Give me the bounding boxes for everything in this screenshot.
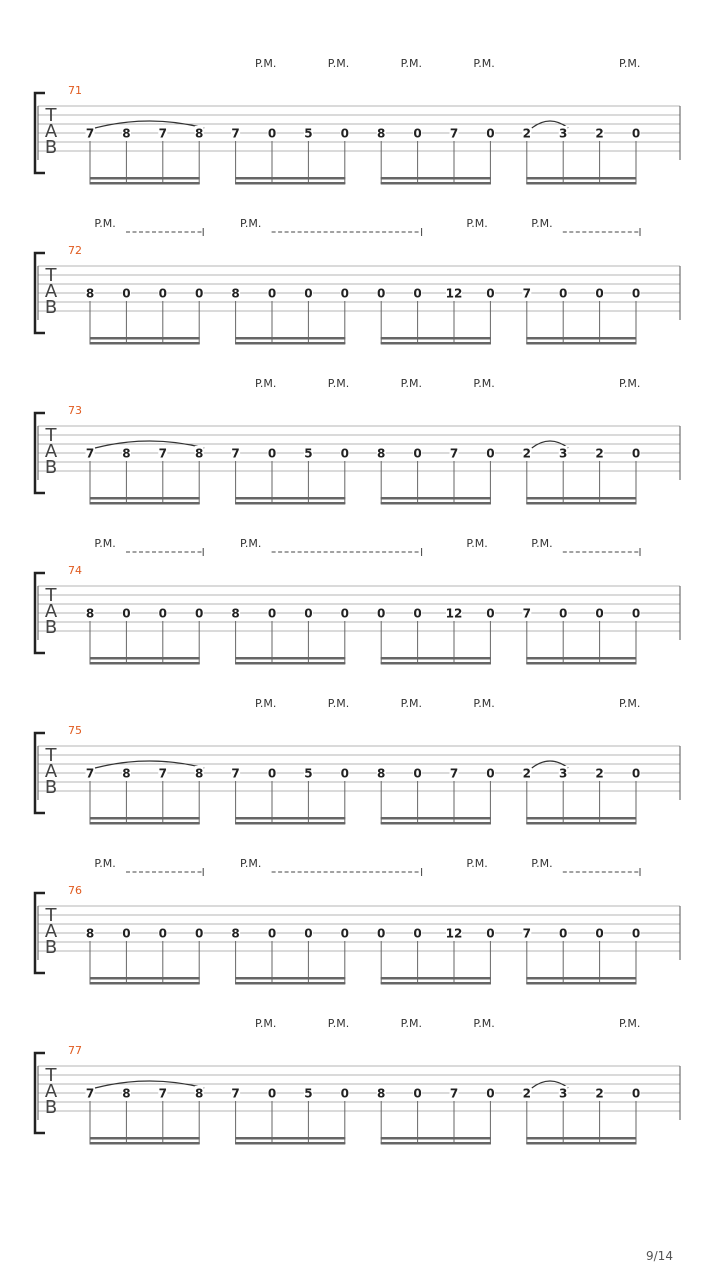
tab-clef-letter: B: [44, 937, 58, 958]
fret-number: 7: [158, 126, 167, 141]
fret-number: 8: [122, 766, 131, 781]
palm-mute-label: P.M.: [255, 377, 277, 390]
beam: [526, 337, 636, 340]
fret-number: 8: [195, 126, 204, 141]
beam: [526, 657, 636, 660]
tab-clef-letter: T: [45, 905, 57, 926]
palm-mute-label: P.M.: [473, 57, 495, 70]
fret-number: 0: [631, 766, 641, 781]
fret-number: 0: [340, 926, 349, 941]
fret-number: 0: [559, 926, 568, 941]
beam: [235, 1137, 345, 1140]
fret-number: 0: [595, 926, 604, 941]
palm-mute-label: P.M.: [619, 377, 641, 390]
fret-number: 0: [559, 286, 568, 301]
beam: [526, 502, 636, 505]
beam: [235, 662, 345, 665]
beam: [235, 817, 345, 820]
measure-number: 72: [68, 244, 82, 257]
fret-number: 0: [158, 606, 167, 621]
fret-number: 0: [413, 606, 422, 621]
fret-number: 2: [595, 446, 604, 461]
fret-number: 7: [85, 1086, 95, 1101]
fret-number: 2: [522, 766, 531, 781]
fret-number: 0: [158, 286, 167, 301]
palm-mute-label: P.M.: [619, 697, 641, 710]
fret-number: 2: [522, 126, 531, 141]
tab-clef-letter: A: [44, 121, 58, 142]
tab-clef-letter: B: [44, 777, 58, 798]
beam: [90, 1142, 200, 1145]
beam: [381, 822, 491, 825]
beam: [90, 502, 200, 505]
tab-clef-letter: T: [45, 425, 57, 446]
palm-mute-label: P.M.: [255, 697, 277, 710]
fret-number: 0: [631, 286, 641, 301]
fret-number: 8: [231, 926, 240, 941]
fret-number: 8: [231, 286, 240, 301]
fret-number: 0: [340, 446, 349, 461]
beam: [90, 337, 200, 340]
fret-number: 0: [267, 446, 277, 461]
beam: [381, 342, 491, 345]
tab-clef-letter: T: [45, 585, 57, 606]
beam: [381, 497, 491, 500]
beam: [90, 342, 200, 345]
fret-number: 8: [377, 1086, 386, 1101]
palm-mute-label: P.M.: [531, 537, 553, 550]
fret-number: 3: [559, 766, 568, 781]
fret-number: 0: [267, 766, 277, 781]
beam: [526, 342, 636, 345]
measure-number: 77: [68, 1044, 82, 1057]
fret-number: 0: [377, 286, 386, 301]
beam: [235, 1142, 345, 1145]
fret-number: 0: [195, 926, 204, 941]
tab-clef-letter: B: [44, 1097, 58, 1118]
fret-number: 0: [413, 1086, 422, 1101]
fret-number: 0: [486, 1086, 495, 1101]
beam: [90, 662, 200, 665]
fret-number: 7: [85, 446, 95, 461]
fret-number: 0: [595, 286, 604, 301]
palm-mute-label: P.M.: [255, 57, 277, 70]
fret-number: 0: [631, 126, 641, 141]
beam: [526, 817, 636, 820]
fret-number: 0: [340, 1086, 349, 1101]
palm-mute-label: P.M.: [94, 857, 116, 870]
fret-number: 0: [267, 1086, 277, 1101]
beam: [381, 177, 491, 180]
beam: [235, 337, 345, 340]
beam: [235, 342, 345, 345]
fret-number: 0: [304, 606, 313, 621]
beam: [235, 977, 345, 980]
fret-number: 7: [522, 606, 531, 621]
palm-mute-label: P.M.: [400, 377, 423, 390]
fret-number: 0: [413, 286, 422, 301]
palm-mute-label: P.M.: [466, 217, 488, 230]
beam: [526, 1137, 636, 1140]
palm-mute-label: P.M.: [327, 697, 350, 710]
beam: [235, 502, 345, 505]
fret-number: 7: [85, 766, 95, 781]
fret-number: 2: [522, 1086, 531, 1101]
fret-number: 0: [559, 606, 568, 621]
beam: [526, 1142, 636, 1145]
palm-mute-label: P.M.: [400, 57, 423, 70]
fret-number: 8: [231, 606, 240, 621]
beam: [235, 182, 345, 185]
palm-mute-label: P.M.: [466, 857, 488, 870]
fret-number: 0: [340, 126, 349, 141]
tab-clef-letter: T: [45, 265, 57, 286]
fret-number: 7: [522, 286, 531, 301]
fret-number: 0: [267, 286, 277, 301]
fret-number: 0: [304, 926, 313, 941]
fret-number: 0: [486, 766, 495, 781]
fret-number: 2: [595, 766, 604, 781]
beam: [381, 657, 491, 660]
beam: [526, 182, 636, 185]
fret-number: 2: [595, 1086, 604, 1101]
tab-clef-letter: A: [44, 441, 58, 462]
fret-number: 0: [631, 1086, 641, 1101]
fret-number: 0: [340, 766, 349, 781]
fret-number: 0: [486, 606, 495, 621]
beam: [381, 337, 491, 340]
palm-mute-label: P.M.: [619, 57, 641, 70]
fret-number: 8: [85, 926, 95, 941]
tab-clef-letter: A: [44, 281, 58, 302]
beam: [90, 1137, 200, 1140]
tab-clef-letter: B: [44, 137, 58, 158]
fret-number: 3: [559, 1086, 568, 1101]
measure-number: 74: [68, 564, 82, 577]
beam: [381, 817, 491, 820]
beam: [90, 657, 200, 660]
fret-number: 0: [340, 286, 349, 301]
measure-number: 73: [68, 404, 82, 417]
fret-number: 3: [559, 446, 568, 461]
tab-clef-letter: A: [44, 1081, 58, 1102]
fret-number: 12: [445, 926, 463, 941]
fret-number: 8: [122, 1086, 131, 1101]
beam: [381, 662, 491, 665]
fret-number: 5: [304, 1086, 313, 1101]
fret-number: 0: [122, 926, 131, 941]
fret-number: 7: [231, 126, 240, 141]
beam: [235, 177, 345, 180]
palm-mute-label: P.M.: [240, 857, 262, 870]
fret-number: 0: [486, 926, 495, 941]
palm-mute-label: P.M.: [473, 377, 495, 390]
fret-number: 8: [377, 446, 386, 461]
fret-number: 5: [304, 766, 313, 781]
beam: [381, 502, 491, 505]
palm-mute-label: P.M.: [619, 1017, 641, 1030]
beam: [381, 1142, 491, 1145]
tab-clef-letter: A: [44, 921, 58, 942]
fret-number: 0: [267, 606, 277, 621]
fret-number: 0: [122, 286, 131, 301]
fret-number: 5: [304, 446, 313, 461]
beam: [90, 177, 200, 180]
beam: [235, 657, 345, 660]
fret-number: 0: [377, 926, 386, 941]
fret-number: 8: [122, 446, 131, 461]
fret-number: 0: [377, 606, 386, 621]
tab-clef-letter: T: [45, 1065, 57, 1086]
fret-number: 7: [449, 126, 459, 141]
fret-number: 0: [413, 926, 422, 941]
fret-number: 2: [522, 446, 531, 461]
fret-number: 7: [231, 446, 240, 461]
fret-number: 0: [340, 606, 349, 621]
tab-clef-letter: B: [44, 297, 58, 318]
fret-number: 8: [85, 286, 95, 301]
tab-clef-letter: T: [45, 745, 57, 766]
tab-clef-letter: A: [44, 761, 58, 782]
measure-number: 76: [68, 884, 82, 897]
beam: [90, 182, 200, 185]
tab-clef-letter: B: [44, 457, 58, 478]
fret-number: 12: [445, 286, 463, 301]
page-number: 9/14: [646, 1249, 673, 1263]
palm-mute-label: P.M.: [240, 217, 262, 230]
fret-number: 7: [522, 926, 531, 941]
fret-number: 0: [595, 606, 604, 621]
beam: [235, 982, 345, 985]
fret-number: 0: [195, 606, 204, 621]
palm-mute-label: P.M.: [94, 217, 116, 230]
beam: [90, 817, 200, 820]
fret-number: 0: [267, 126, 277, 141]
palm-mute-label: P.M.: [94, 537, 116, 550]
beam: [235, 497, 345, 500]
fret-number: 0: [267, 926, 277, 941]
beam: [381, 977, 491, 980]
fret-number: 7: [158, 1086, 167, 1101]
fret-number: 7: [231, 766, 240, 781]
fret-number: 0: [486, 286, 495, 301]
beam: [526, 982, 636, 985]
fret-number: 0: [413, 766, 422, 781]
beam: [381, 982, 491, 985]
fret-number: 7: [449, 766, 459, 781]
fret-number: 3: [559, 126, 568, 141]
fret-number: 8: [85, 606, 95, 621]
palm-mute-label: P.M.: [255, 1017, 277, 1030]
palm-mute-label: P.M.: [466, 537, 488, 550]
beam: [90, 822, 200, 825]
beam: [381, 1137, 491, 1140]
beam: [381, 182, 491, 185]
tab-clef-letter: B: [44, 617, 58, 638]
fret-number: 0: [304, 286, 313, 301]
fret-number: 0: [486, 126, 495, 141]
fret-number: 0: [631, 606, 641, 621]
fret-number: 8: [122, 126, 131, 141]
palm-mute-label: P.M.: [327, 57, 350, 70]
fret-number: 7: [85, 126, 95, 141]
beam: [90, 982, 200, 985]
palm-mute-label: P.M.: [473, 697, 495, 710]
fret-number: 12: [445, 606, 463, 621]
palm-mute-label: P.M.: [327, 377, 350, 390]
beam: [526, 177, 636, 180]
palm-mute-label: P.M.: [400, 1017, 423, 1030]
beam: [90, 977, 200, 980]
fret-number: 0: [413, 446, 422, 461]
beam: [235, 822, 345, 825]
beam: [90, 497, 200, 500]
palm-mute-label: P.M.: [327, 1017, 350, 1030]
palm-mute-label: P.M.: [531, 217, 553, 230]
fret-number: 5: [304, 126, 313, 141]
fret-number: 7: [158, 766, 167, 781]
fret-number: 7: [449, 1086, 459, 1101]
beam: [526, 497, 636, 500]
fret-number: 8: [377, 126, 386, 141]
measure-number: 71: [68, 84, 82, 97]
beam: [526, 977, 636, 980]
fret-number: 0: [486, 446, 495, 461]
fret-number: 8: [195, 1086, 204, 1101]
fret-number: 0: [631, 926, 641, 941]
beam: [526, 822, 636, 825]
fret-number: 0: [413, 126, 422, 141]
palm-mute-label: P.M.: [400, 697, 423, 710]
fret-number: 8: [195, 766, 204, 781]
fret-number: 0: [195, 286, 204, 301]
fret-number: 0: [631, 446, 641, 461]
measure-number: 75: [68, 724, 82, 737]
palm-mute-label: P.M.: [240, 537, 262, 550]
fret-number: 2: [595, 126, 604, 141]
fret-number: 7: [158, 446, 167, 461]
fret-number: 0: [122, 606, 131, 621]
fret-number: 0: [158, 926, 167, 941]
tab-clef-letter: A: [44, 601, 58, 622]
fret-number: 8: [377, 766, 386, 781]
beam: [526, 662, 636, 665]
fret-number: 8: [195, 446, 204, 461]
palm-mute-label: P.M.: [473, 1017, 495, 1030]
fret-number: 7: [449, 446, 459, 461]
fret-number: 7: [231, 1086, 240, 1101]
tab-clef-letter: T: [45, 105, 57, 126]
palm-mute-label: P.M.: [531, 857, 553, 870]
